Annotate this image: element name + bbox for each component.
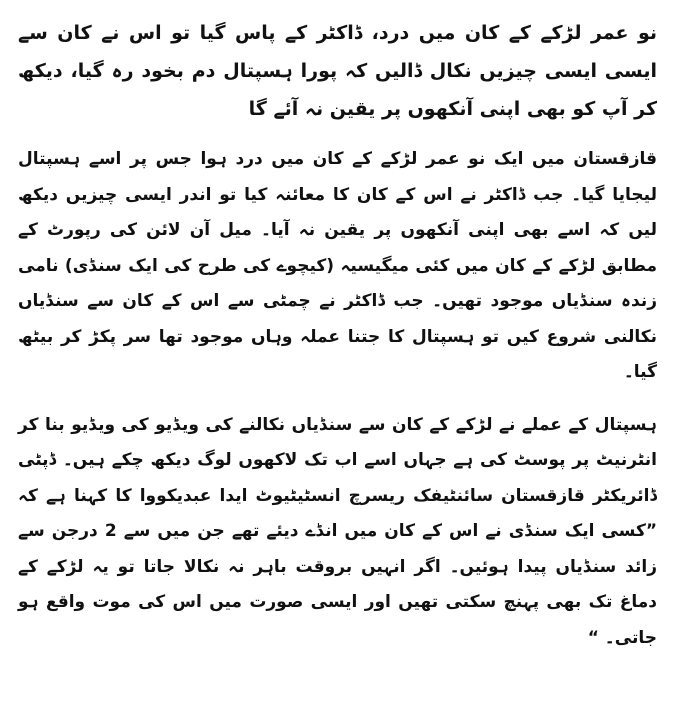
article-headline: نو عمر لڑکے کے کان میں درد، ڈاکٹر کے پاس گیا تو اس نے کان سے ایسی ایسی چیزیں نکال ڈالیں کہ پورا ہسپتال دم بخود رہ گیا، دیکھ کر آپ کو بھی اپنی آنکھوں پر یقین نہ آئے گا — [18, 22, 657, 120]
article-paragraph-2: ہسپتال کے عملے نے لڑکے کے کان سے سنڈیاں نکالنے کی ویڈیو کی ویڈیو بنا کر انٹرنیٹ پر پوسٹ کی ہے جہاں اسے اب تک لاکھوں لوگ دیکھ چکے ہیں۔ ڈپٹی ڈائریکٹر قازقستان سائنٹیفک ریسرچ انسٹیٹیوٹ ایدا عبدیکووا کا کہنا ہے کہ ”کسی ایک سنڈی نے اس کے کان میں انڈے دیئے تھے جن میں سے 2 درجن سے زائد سنڈیاں پیدا ہوئیں۔ اگر انہیں بروقت باہر نہ نکالا جاتا تو یہ لڑکے کے دماغ تک بھی پہنچ سکتی تھیں اور ایسی صورت میں اس کی موت واقع ہو جاتی۔ “ — [18, 414, 658, 648]
article-paragraph-1: قازقستان میں ایک نو عمر لڑکے کے کان میں درد ہوا جس پر اسے ہسپتال لیجایا گیا۔ جب ڈاکٹر نے اس کے کان کا معائنہ کیا تو اندر ایسی چیزیں دیکھ لیں کہ اسے بھی اپنی آنکھوں پر یقین نہ آیا۔ میل آن لائن کی رپورٹ کے مطابق لڑکے کے کان میں کئی میگیسیہ (کیچوے کی طرح کی ایک سنڈی) نامی زندہ سنڈیاں موجود تھیں۔ جب ڈاکٹر نے چمٹی سے اس کے کان سے سنڈیاں نکالنی شروع کیں تو ہسپتال کا جتنا عملہ وہاں موجود تھا سر پکڑ کر بیٹھ گیا۔ — [18, 149, 657, 382]
